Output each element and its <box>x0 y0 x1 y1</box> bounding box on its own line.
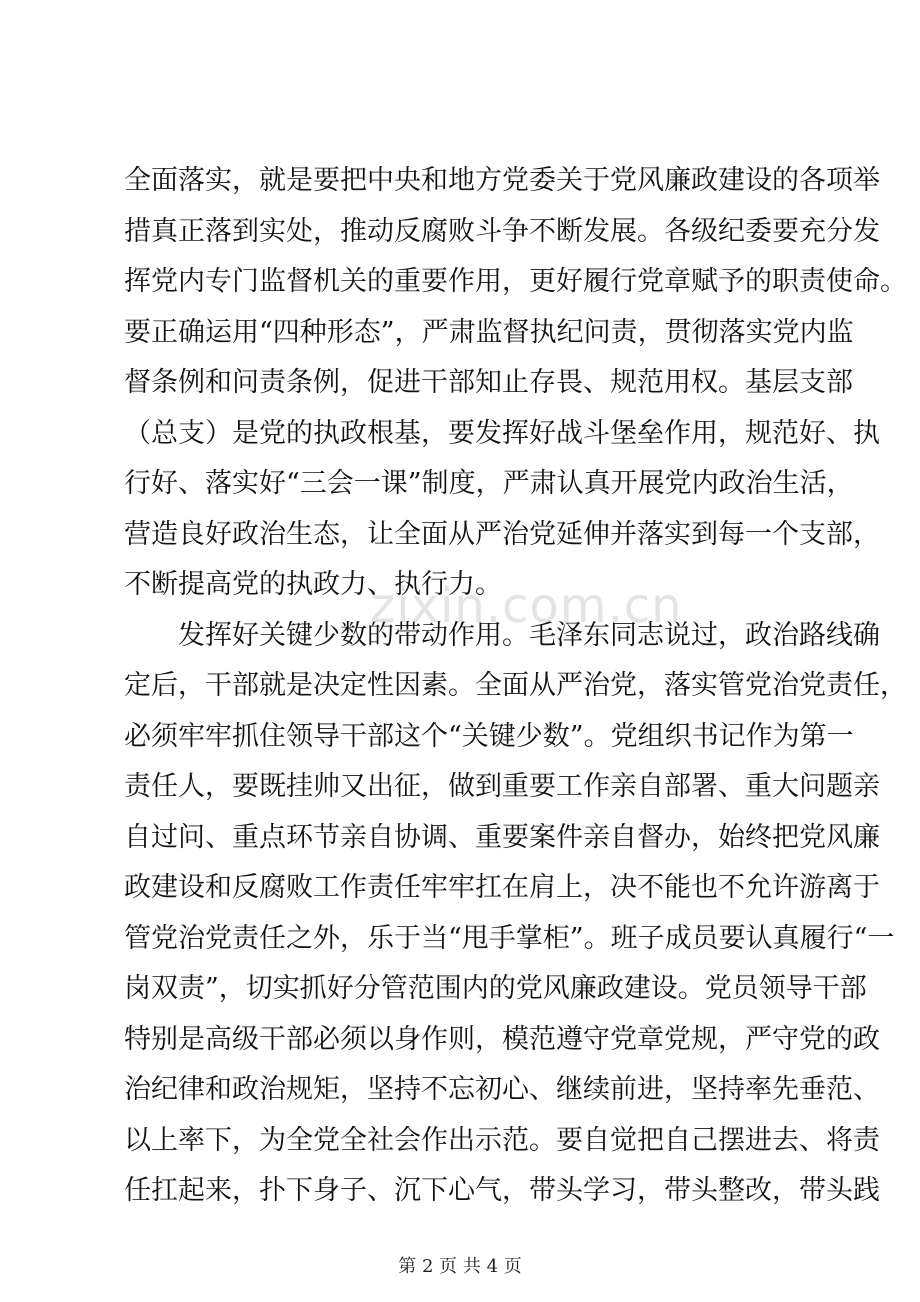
text-line: 必须牢牢抓住领导干部这个“关键少数”。党组织书记作为第一 <box>124 721 854 752</box>
text-line: 措真正落到实处，推动反腐败斗争不断发展。各级纪委要充分发 <box>124 216 880 247</box>
text-line: 特别是高级干部必须以身作则，模范遵守党章党规，严守党的政 <box>124 1024 880 1055</box>
text-line: 定后，干部就是决定性因素。全面从严治党，落实管党治党责任， <box>124 670 907 701</box>
text-line: 要正确运用“四种形态”，严肃监督执纪问责，贯彻落实党内监 <box>124 317 854 348</box>
text-line: 治纪律和政治规矩，坚持不忘初心、继续前进，坚持率先垂范、 <box>124 1074 880 1105</box>
text-line: 不断提高党的执政力、执行力。 <box>124 569 502 600</box>
text-line: 管党治党责任之外，乐于当“甩手掌柜”。班子成员要认真履行“一 <box>124 923 895 954</box>
text-line: 政建设和反腐败工作责任牢牢扛在肩上，决不能也不允许游离于 <box>124 872 880 903</box>
text-line: 自过问、重点环节亲自协调、重要案件亲自督办，始终把党风廉 <box>124 822 880 853</box>
watermark: zixin.com.cn <box>370 578 683 634</box>
text-line: 督条例和问责条例，促进干部知止存畏、规范用权。基层支部 <box>124 367 853 398</box>
text-line: 岗双责”，切实抓好分管范围内的党风廉政建设。党员领导干部 <box>124 973 867 1004</box>
page-footer: 第 2 页 共 4 页 <box>398 1256 522 1277</box>
text-line: 责任人，要既挂帅又出征，做到重要工作亲自部署、重大问题亲 <box>124 771 880 802</box>
text-line: 行好、落实好“三会一课”制度，严肃认真开展党内政治生活， <box>124 468 854 499</box>
text-line: 任扛起来，扑下身子、沉下心气，带头学习，带头整改，带头践 <box>124 1175 880 1206</box>
text-line: 发挥好关键少数的带动作用。毛泽东同志说过，政治路线确 <box>124 620 880 651</box>
text-line: （总支）是党的执政根基，要发挥好战斗堡垒作用，规范好、执 <box>124 418 880 449</box>
text-line: 全面落实，就是要把中央和地方党委关于党风廉政建设的各项举 <box>124 165 880 196</box>
text-line: 以上率下，为全党全社会作出示范。要自觉把自己摆进去、将责 <box>124 1125 880 1156</box>
text-line: 挥党内专门监督机关的重要作用，更好履行党章赋予的职责使命。 <box>124 266 907 297</box>
text-line: 营造良好政治生态，让全面从严治党延伸并落实到每一个支部， <box>124 519 880 550</box>
